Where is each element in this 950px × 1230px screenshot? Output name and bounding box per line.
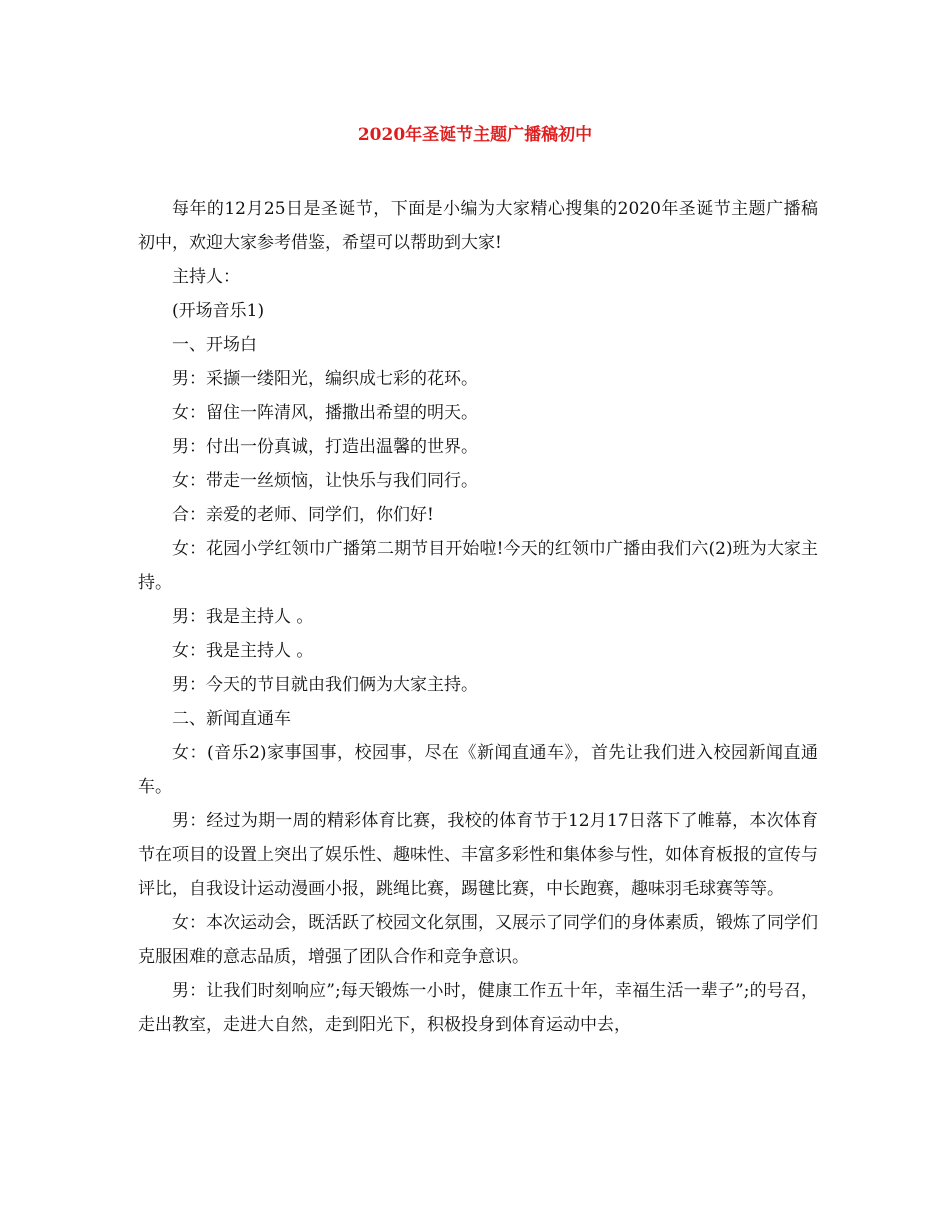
document-body bbox=[138, 192, 818, 1042]
paragraph: (开场音乐1) bbox=[172, 301, 265, 321]
paragraph: 女：留住一阵清风，播撒出希望的明天。 bbox=[172, 403, 478, 423]
paragraph: 女：本次运动会，既活跃了校园文化氛围，又展示了同学们的身体素质，锻炼了同学们克服困难的意志品质，增强了团队合作和竞争意识。 bbox=[138, 913, 818, 967]
paragraph: 男：采撷一缕阳光，编织成七彩的花环。 bbox=[172, 369, 478, 389]
document-title: 2020年圣诞节主题广播稿初中 bbox=[357, 125, 593, 145]
paragraph: 男：今天的节目就由我们俩为大家主持。 bbox=[172, 675, 478, 695]
paragraph: 男：经过为期一周的精彩体育比赛，我校的体育节于12月17日落下了帷幕，本次体育节在项目的设置上突出了娱乐性、趣味性、丰富多彩性和集体参与性，如体育板报的宣传与评比，自我设计运动漫画小报，跳绳比赛，踢毽比赛，中长跑赛，趣味羽毛球赛等等。 bbox=[138, 811, 818, 899]
paragraph: 二、新闻直通车 bbox=[172, 709, 291, 729]
paragraph: 男：我是主持人 。 bbox=[172, 607, 314, 627]
paragraph: 女：花园小学红领巾广播第二期节目开始啦!今天的红领巾广播由我们六(2)班为大家主持。 bbox=[138, 539, 818, 593]
paragraph: 女：(音乐2)家事国事，校园事，尽在《新闻直通车》，首先让我们进入校园新闻直通车。 bbox=[138, 743, 818, 797]
paragraph: 女：带走一丝烦恼，让快乐与我们同行。 bbox=[172, 471, 478, 491]
paragraph: 每年的12月25日是圣诞节，下面是小编为大家精心搜集的2020年圣诞节主题广播稿初中，欢迎大家参考借鉴，希望可以帮助到大家! bbox=[138, 199, 818, 253]
paragraph: 合：亲爱的老师、同学们，你们好! bbox=[172, 505, 434, 525]
paragraph: 男：付出一份真诚，打造出温馨的世界。 bbox=[172, 437, 478, 457]
paragraph: 男：让我们时刻响应”;每天锻炼一小时，健康工作五十年，幸福生活一辈子”;的号召，走出教室，走进大自然，走到阳光下，积极投身到体育运动中去， bbox=[138, 981, 818, 1035]
paragraph: 一、开场白 bbox=[172, 335, 257, 355]
paragraph: 主持人： bbox=[172, 267, 240, 287]
paragraph: 女：我是主持人 。 bbox=[172, 641, 314, 661]
